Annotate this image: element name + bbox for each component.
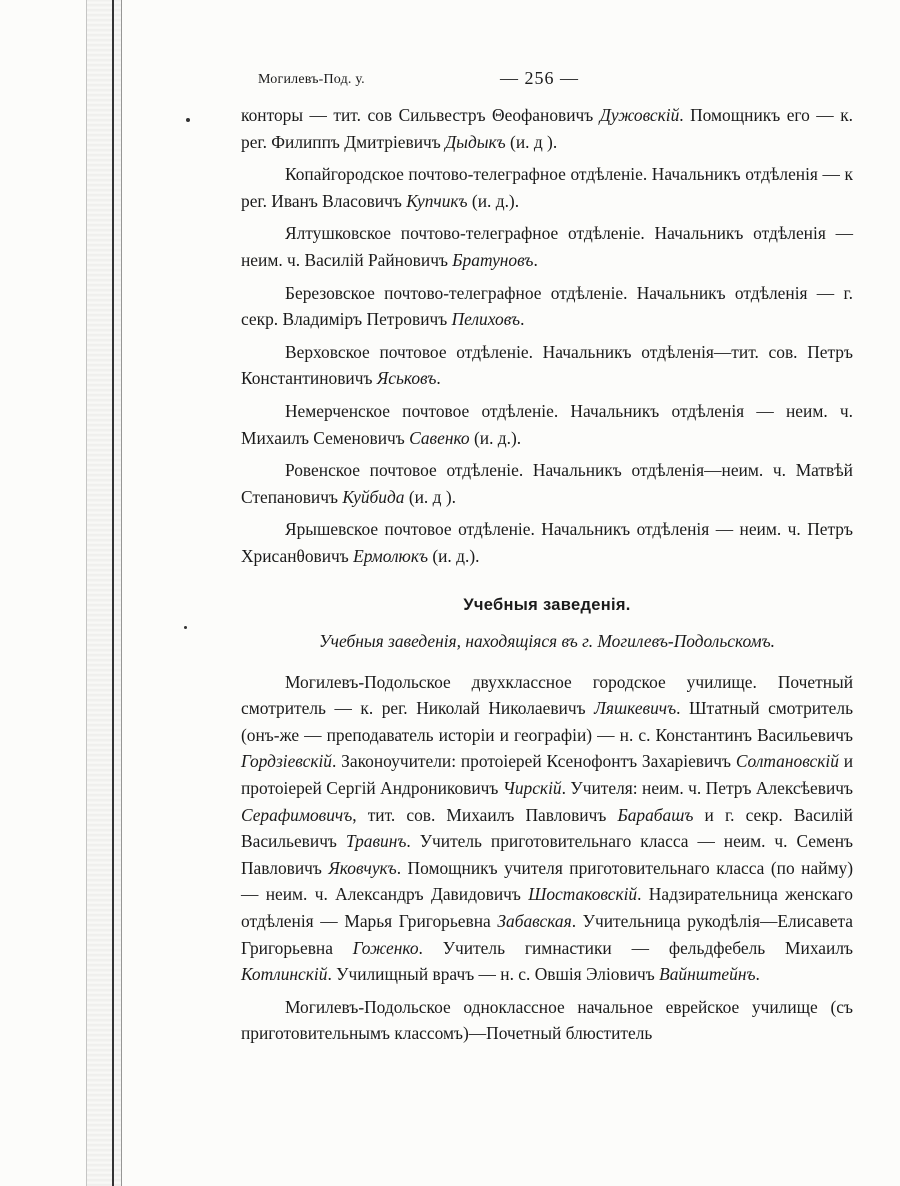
paragraph: Березовское почтово-телеграфное отдѣленіе. Начальникъ отдѣленія — г. секр. Владиміръ Петровичъ Пелиховъ. <box>241 282 853 330</box>
surname: Гоженко <box>352 937 419 958</box>
paragraph: Ярышевское почтовое отдѣленіе. Начальникъ отдѣленія — неим. ч. Петръ Хрисанθовичъ Ермолюкъ (и. д.). <box>241 519 853 566</box>
surname: Чирскій <box>502 778 562 799</box>
sub-heading: Учебныя заведенія, находящіяся въ г. Могилевъ-Подольскомъ. <box>318 631 775 652</box>
page-number: — 256 — <box>500 68 579 88</box>
surname: Шостаковскій <box>528 884 638 905</box>
surname: Гордзіевскій <box>241 751 332 772</box>
surname: Травинъ <box>345 831 407 852</box>
speck <box>186 118 190 122</box>
speck <box>184 626 187 629</box>
surname: Серафимовичъ <box>241 804 353 825</box>
binding-edge <box>86 0 122 1186</box>
running-head <box>0 66 900 94</box>
running-head-title: Могилевъ-Под. у. <box>258 72 365 87</box>
paragraph: Верховское почтовое отдѣленіе. Начальникъ отдѣленія—тит. сов. Петръ Константиновичъ Яськовъ. <box>241 341 853 389</box>
paragraph: Копайгородское почтово-телеграфное отдѣленіе. Начальникъ отдѣленія — к рег. Иванъ Власовичъ Купчикъ (и. д.). <box>241 164 853 211</box>
surname: Котлинскій <box>241 964 328 985</box>
surname: Вайнштейнъ <box>659 964 756 985</box>
binding-line <box>112 0 114 1186</box>
surname: Яськовъ <box>376 368 437 389</box>
paragraph: Ялтушковское почтово-телеграфное отдѣленіе. Начальникъ отдѣленія — неим. ч. Василій Райновичъ Братуновъ. <box>241 223 853 270</box>
paragraph: конторы — тит. сов Сильвестръ Θеофановичъ Дужовскій. Помощникъ его — к. рег. Филиппъ Дмитріевичъ Дыдыкъ (и. д ). <box>241 105 853 152</box>
surname: Купчикъ <box>406 190 468 211</box>
surname: Дужовскій <box>599 105 680 125</box>
body-text <box>241 102 853 1047</box>
surname: Ермолюкъ <box>353 545 428 566</box>
surname: Барабашъ <box>617 804 694 825</box>
surname: Дыдыкъ <box>445 131 506 152</box>
surname: Солтановскій <box>735 751 839 772</box>
surname: Куйбида <box>342 486 405 507</box>
surname: Братуновъ <box>452 249 534 270</box>
surname: Забавская <box>497 911 572 932</box>
paragraph: Могилевъ-Подольское двухклассное городское училище. Почетный смотритель — к. рег. Николай Николаевичъ Ляшкевичъ. Штатный смотритель (онъ-же — преподаватель исторіи и географіи) — н. с. Константинъ Васильевичъ Гордзіевскій. Законоучители: протоіерей Ксенофонтъ Захаріевичъ Солтановскій и протоіерей Сергій Андрониковичъ Чирскій. Учителя: неим. ч. Петръ Алексѣевичъ Серафимовичъ, тит. сов. Михаилъ Павловичъ Барабашъ и г. секр. Василій Васильевичъ Травинъ. Учитель приготовительнаго класса — неим. ч. Семенъ Павловичъ Яковчукъ. Помощникъ учителя приготовительнаго класса (по найму) — неим. ч. Александръ Давидовичъ Шостаковскій. Надзирательница женскаго отдѣленія — Марья Григорьевна Забавская. Учительница рукодѣлія—Елисавета Григорьевна Гоженко. Учитель гимнастики — фельдфебель Михаилъ Котлинскій. Училищный врачъ — н. с. Овшія Эліовичъ Вайнштейнъ. <box>241 671 854 985</box>
paragraph: Ровенское почтовое отдѣленіе. Начальникъ отдѣленія—неим. ч. Матвѣй Степановичъ Куйбида (и. д ). <box>241 460 853 507</box>
paragraph: Немерченское почтовое отдѣленіе. Начальникъ отдѣленія — неим. ч. Михаилъ Семеновичъ Савенко (и. д.). <box>241 400 853 448</box>
surname: Яковчукъ <box>328 857 397 878</box>
surname: Пелиховъ <box>451 309 521 330</box>
paragraph: Могилевъ-Подольское одноклассное начальное еврейское училище (съ приготовительнымъ классомъ)—Почетный блюститель <box>241 996 853 1044</box>
section-heading: Учебныя заведенія. <box>463 595 631 614</box>
surname: Савенко <box>409 427 470 448</box>
corner-mark <box>880 4 894 18</box>
surname: Ляшкевичъ <box>594 698 677 719</box>
